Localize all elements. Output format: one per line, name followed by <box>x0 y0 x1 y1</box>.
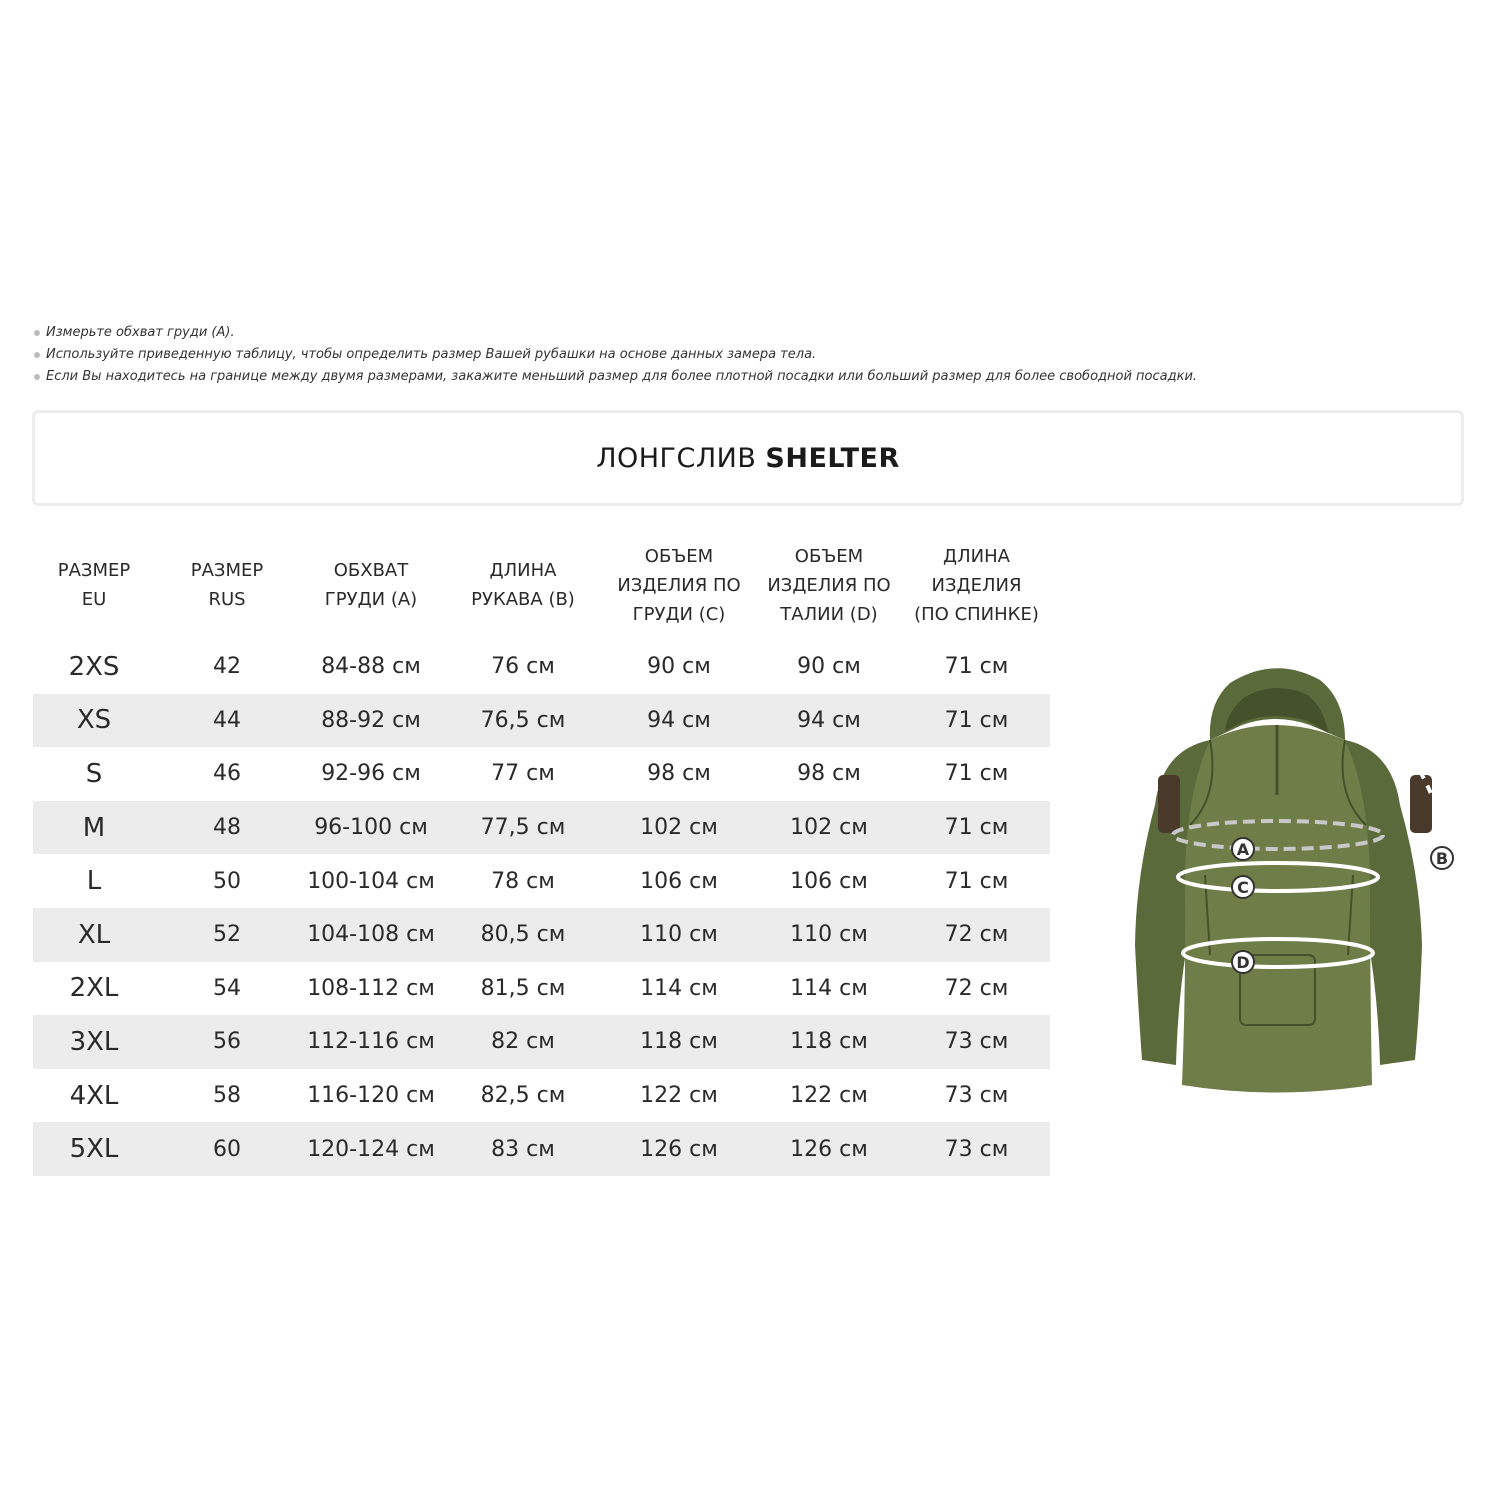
table-cell: 102 см <box>790 815 868 841</box>
table-row <box>33 801 1050 855</box>
size-eu-cell: L <box>86 866 102 897</box>
table-row <box>33 1069 1050 1123</box>
instructions <box>34 322 1464 388</box>
table-cell: 120-124 см <box>307 1136 435 1162</box>
table-cell: 71 см <box>944 654 1009 680</box>
table-cell: 108-112 см <box>307 975 435 1001</box>
table-cell: 114 см <box>640 975 718 1001</box>
table-cell: 73 см <box>944 1083 1009 1109</box>
table-cell: 81,5 см <box>480 975 566 1001</box>
svg-text:D: D <box>1236 953 1250 972</box>
label-b <box>1431 847 1453 869</box>
table-cell: 60 <box>213 1136 241 1162</box>
table-cell: 42 <box>213 654 241 680</box>
size-eu-cell: 2XL <box>69 973 119 1004</box>
table-row <box>33 908 1050 962</box>
table-cell: 96-100 см <box>314 815 428 841</box>
instruction-item: Если Вы находитесь на границе между двумя размерами, закажите меньший размер для более плотной посадки или больший размер для более свободной посадки. <box>34 366 1464 388</box>
table-cell: 118 см <box>640 1029 718 1055</box>
table-cell: 126 см <box>640 1136 718 1162</box>
table-cell: 110 см <box>790 922 868 948</box>
table-cell: 112-116 см <box>307 1029 435 1055</box>
table-cell: 71 см <box>944 761 1009 787</box>
table-cell: 78 см <box>491 868 555 894</box>
table-cell: 71 см <box>944 868 1009 894</box>
column-header: РАЗМЕР RUS <box>190 560 264 610</box>
size-eu-cell: S <box>85 758 103 789</box>
garment-illustration <box>1070 655 1480 1105</box>
product-name: SHELTER <box>765 442 900 474</box>
table-cell: 77 см <box>491 761 555 787</box>
svg-text:A: A <box>1236 840 1250 859</box>
bullet-icon <box>34 330 40 336</box>
size-eu-cell: XL <box>77 919 111 950</box>
table-cell: 73 см <box>944 1136 1009 1162</box>
table-row <box>33 694 1050 748</box>
table-cell: 71 см <box>944 707 1009 733</box>
table-cell: 50 <box>213 868 241 894</box>
column-header: ДЛИНА РУКАВА (B) <box>471 560 575 610</box>
table-cell: 84-88 см <box>321 654 421 680</box>
table-cell: 94 см <box>647 707 711 733</box>
table-cell: 110 см <box>640 922 718 948</box>
column-header: РАЗМЕР EU <box>57 560 131 610</box>
column-header: ОБЪЕМ ИЗДЕЛИЯ ПО ГРУДИ (C) <box>617 545 741 625</box>
table-cell: 52 <box>213 922 241 948</box>
label-c <box>1232 876 1254 898</box>
size-eu-cell: 3XL <box>69 1026 119 1057</box>
table-cell: 83 см <box>491 1136 555 1162</box>
table-cell: 73 см <box>944 1029 1009 1055</box>
size-eu-cell: 4XL <box>69 1080 119 1111</box>
instruction-item: Используйте приведенную таблицу, чтобы определить размер Вашей рубашки на основе данных замера тела. <box>34 344 1464 366</box>
table-cell: 98 см <box>647 761 711 787</box>
table-row <box>33 747 1050 801</box>
column-header: ДЛИНА ИЗДЕЛИЯ (ПО СПИНКЕ) <box>914 545 1039 625</box>
svg-text:C: C <box>1237 878 1249 897</box>
svg-text:B: B <box>1435 849 1449 868</box>
table-cell: 102 см <box>640 815 718 841</box>
table-cell: 116-120 см <box>307 1083 435 1109</box>
table-header <box>33 530 1050 640</box>
column-header: ОБХВАТ ГРУДИ (A) <box>324 560 418 610</box>
table-cell: 82,5 см <box>480 1083 566 1109</box>
table-cell: 82 см <box>491 1029 555 1055</box>
table-body <box>33 640 1050 1176</box>
table-cell: 122 см <box>790 1083 868 1109</box>
table-cell: 72 см <box>944 975 1009 1001</box>
table-cell: 56 <box>213 1029 241 1055</box>
table-cell: 48 <box>213 815 241 841</box>
bullet-icon <box>34 352 40 358</box>
table-row <box>33 1122 1050 1176</box>
shoulder-patch-left <box>1158 775 1180 833</box>
table-cell: 90 см <box>647 654 711 680</box>
table-cell: 77,5 см <box>480 815 566 841</box>
table-cell: 44 <box>213 707 241 733</box>
bullet-icon <box>34 374 40 380</box>
table-cell: 92-96 см <box>321 761 421 787</box>
table-cell: 94 см <box>797 707 861 733</box>
table-cell: 118 см <box>790 1029 868 1055</box>
label-a <box>1232 838 1254 860</box>
table-cell: 106 см <box>790 868 868 894</box>
size-eu-cell: XS <box>76 705 112 736</box>
table-cell: 114 см <box>790 975 868 1001</box>
shoulder-patch-right <box>1410 775 1432 833</box>
table-cell: 106 см <box>640 868 718 894</box>
size-eu-cell: M <box>82 812 106 843</box>
table-row <box>33 962 1050 1016</box>
table-cell: 88-92 см <box>321 707 421 733</box>
table-cell: 90 см <box>797 654 861 680</box>
table-cell: 126 см <box>790 1136 868 1162</box>
table-row <box>33 640 1050 694</box>
instruction-item: Измерьте обхват груди (A). <box>34 322 1464 344</box>
table-cell: 98 см <box>797 761 861 787</box>
label-d <box>1232 951 1254 973</box>
table-cell: 76,5 см <box>480 707 566 733</box>
table-cell: 100-104 см <box>307 868 435 894</box>
table-cell: 104-108 см <box>307 922 435 948</box>
size-table <box>33 530 1050 1176</box>
table-cell: 71 см <box>944 815 1009 841</box>
table-cell: 122 см <box>640 1083 718 1109</box>
column-header: ОБЪЕМ ИЗДЕЛИЯ ПО ТАЛИИ (D) <box>767 545 891 625</box>
table-cell: 54 <box>213 975 241 1001</box>
size-eu-cell: 5XL <box>69 1134 119 1165</box>
product-title <box>32 410 1464 506</box>
table-cell: 72 см <box>944 922 1009 948</box>
table-row <box>33 1015 1050 1069</box>
title-prefix: ЛОНГСЛИВ <box>596 442 757 474</box>
table-cell: 46 <box>213 761 241 787</box>
table-cell: 58 <box>213 1083 241 1109</box>
table-cell: 76 см <box>491 654 555 680</box>
table-cell: 80,5 см <box>480 922 566 948</box>
size-eu-cell: 2XS <box>68 651 120 682</box>
table-row <box>33 854 1050 908</box>
